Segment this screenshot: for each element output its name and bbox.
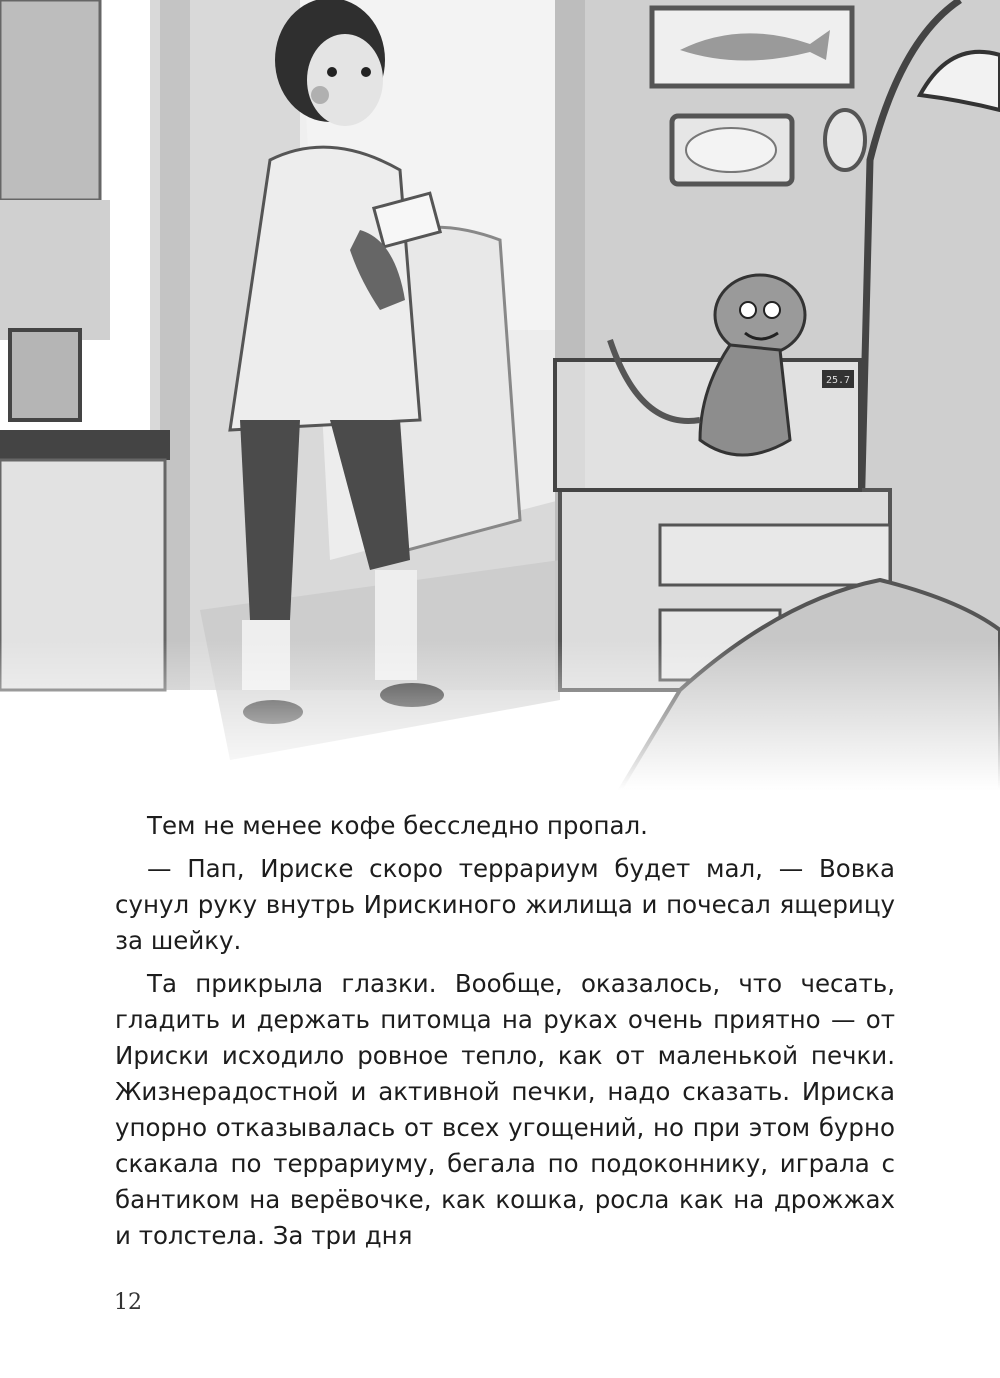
jug (10, 330, 80, 420)
terrarium-thermometer: 25.7 (825, 375, 851, 386)
paragraph: Тем не менее кофе бесследно пропал. (147, 811, 648, 840)
paragraph: — Пап, Ириске скоро террариум будет мал, — Вовка сунул руку внутрь Ирискиного жилища и почесал ящерицу за шейку. (115, 854, 895, 955)
page-number: 12 (114, 1290, 142, 1315)
body-text (115, 808, 895, 1254)
paragraph: Та прикрыла глазки. Вообще, оказалось, что чесать, гладить и держать питомца на руках очень приятно — от Ириски исходило ровное тепло, как от маленькой печки. Жизнерадостной и активной печки, надо сказать. Ириска упорно отказывалась от всех угощений, но при этом бурно скакала по террариуму, бегала по подоконнику, играла с бантиком на верёвочке, как кошка, росла как на дрожжах и толстела. За три дня (115, 969, 895, 1250)
